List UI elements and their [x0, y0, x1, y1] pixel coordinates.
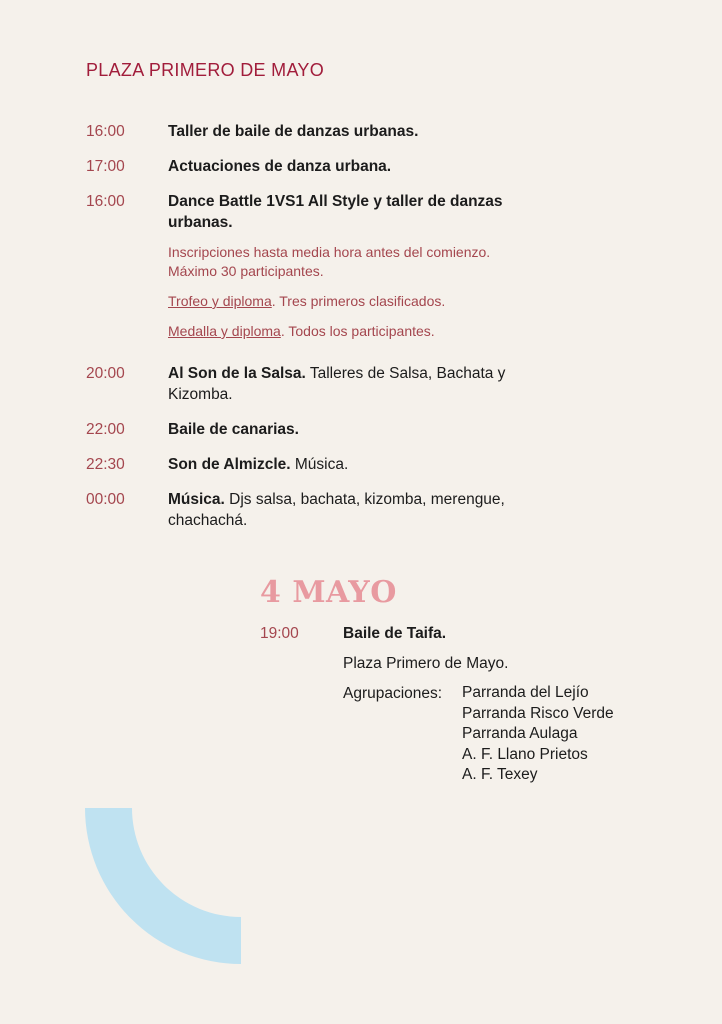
event-time: 17:00	[86, 158, 125, 175]
event-title: Son de Almizcle.	[168, 456, 291, 473]
event-time: 16:00	[86, 123, 125, 140]
event-time: 00:00	[86, 491, 125, 508]
group-item: Parranda del Lejío	[462, 684, 589, 701]
groups-section	[343, 683, 660, 786]
group-item: A. F. Llano Prietos	[462, 745, 588, 763]
event-description	[168, 419, 506, 440]
day-schedule	[260, 623, 660, 786]
day-event-time: 19:00	[260, 625, 299, 642]
quarter-ring-shape	[85, 808, 241, 964]
prize-medal-link[interactable]: Medalla y diploma	[168, 323, 281, 339]
event-description	[168, 156, 506, 177]
group-item: Parranda Risco Verde	[462, 704, 614, 722]
event-time: 22:00	[86, 421, 125, 438]
event-time: 20:00	[86, 365, 125, 382]
day-event-title: Baile de Taifa.	[343, 625, 447, 642]
day-event-description	[343, 623, 446, 644]
event-detail: Música.	[290, 456, 349, 473]
day-title: 4 MAYO	[260, 575, 397, 610]
event-time: 22:30	[86, 456, 125, 473]
event-detail: Djs salsa, bachata, kizomba, merengue, chachachá.	[168, 491, 505, 529]
event-title: Dance Battle 1VS1 All Style y taller de danzas urbanas.	[168, 193, 503, 231]
event-description	[168, 489, 506, 531]
day-event-place: Plaza Primero de Mayo.	[343, 655, 509, 672]
event-description	[168, 454, 506, 475]
group-item: Parranda Aulaga	[462, 725, 578, 742]
event-description	[168, 363, 506, 405]
event-time: 16:00	[86, 193, 125, 210]
schedule-row	[86, 156, 506, 177]
battle-notes	[168, 243, 506, 341]
event-title: Actuaciones de danza urbana.	[168, 158, 392, 175]
event-description	[168, 191, 506, 233]
schedule-row	[86, 489, 506, 531]
event-title: Taller de baile de danzas urbanas.	[168, 123, 419, 140]
schedule-row	[86, 191, 506, 233]
prize-trophy-detail: . Tres primeros clasificados.	[271, 293, 446, 309]
groups-label: Agrupaciones:	[343, 685, 443, 702]
event-title: Baile de canarias.	[168, 421, 299, 438]
event-description	[168, 121, 506, 142]
event-detail: Talleres de Salsa, Bachata y Kizomba.	[168, 365, 506, 403]
schedule-row	[86, 419, 506, 440]
venue-title: PLAZA PRIMERO DE MAYO	[86, 60, 325, 80]
prize-medal-detail: . Todos los participantes.	[280, 323, 435, 339]
prize-trophy-link[interactable]: Trofeo y diploma	[168, 293, 272, 309]
schedule-row	[86, 121, 506, 142]
registration-note: Inscripciones hasta media hora antes del comienzo. Máximo 30 participantes.	[168, 244, 491, 279]
event-title: Al Son de la Salsa.	[168, 365, 306, 382]
groups-list	[462, 683, 614, 786]
event-title: Música.	[168, 491, 225, 508]
schedule-list	[86, 121, 506, 545]
prize-note	[168, 292, 506, 311]
group-item: A. F. Texey	[462, 766, 538, 783]
quarter-ring-decoration	[85, 808, 241, 964]
day-event-row	[260, 623, 660, 644]
prize-note	[168, 322, 506, 341]
schedule-row	[86, 363, 506, 405]
schedule-row	[86, 454, 506, 475]
